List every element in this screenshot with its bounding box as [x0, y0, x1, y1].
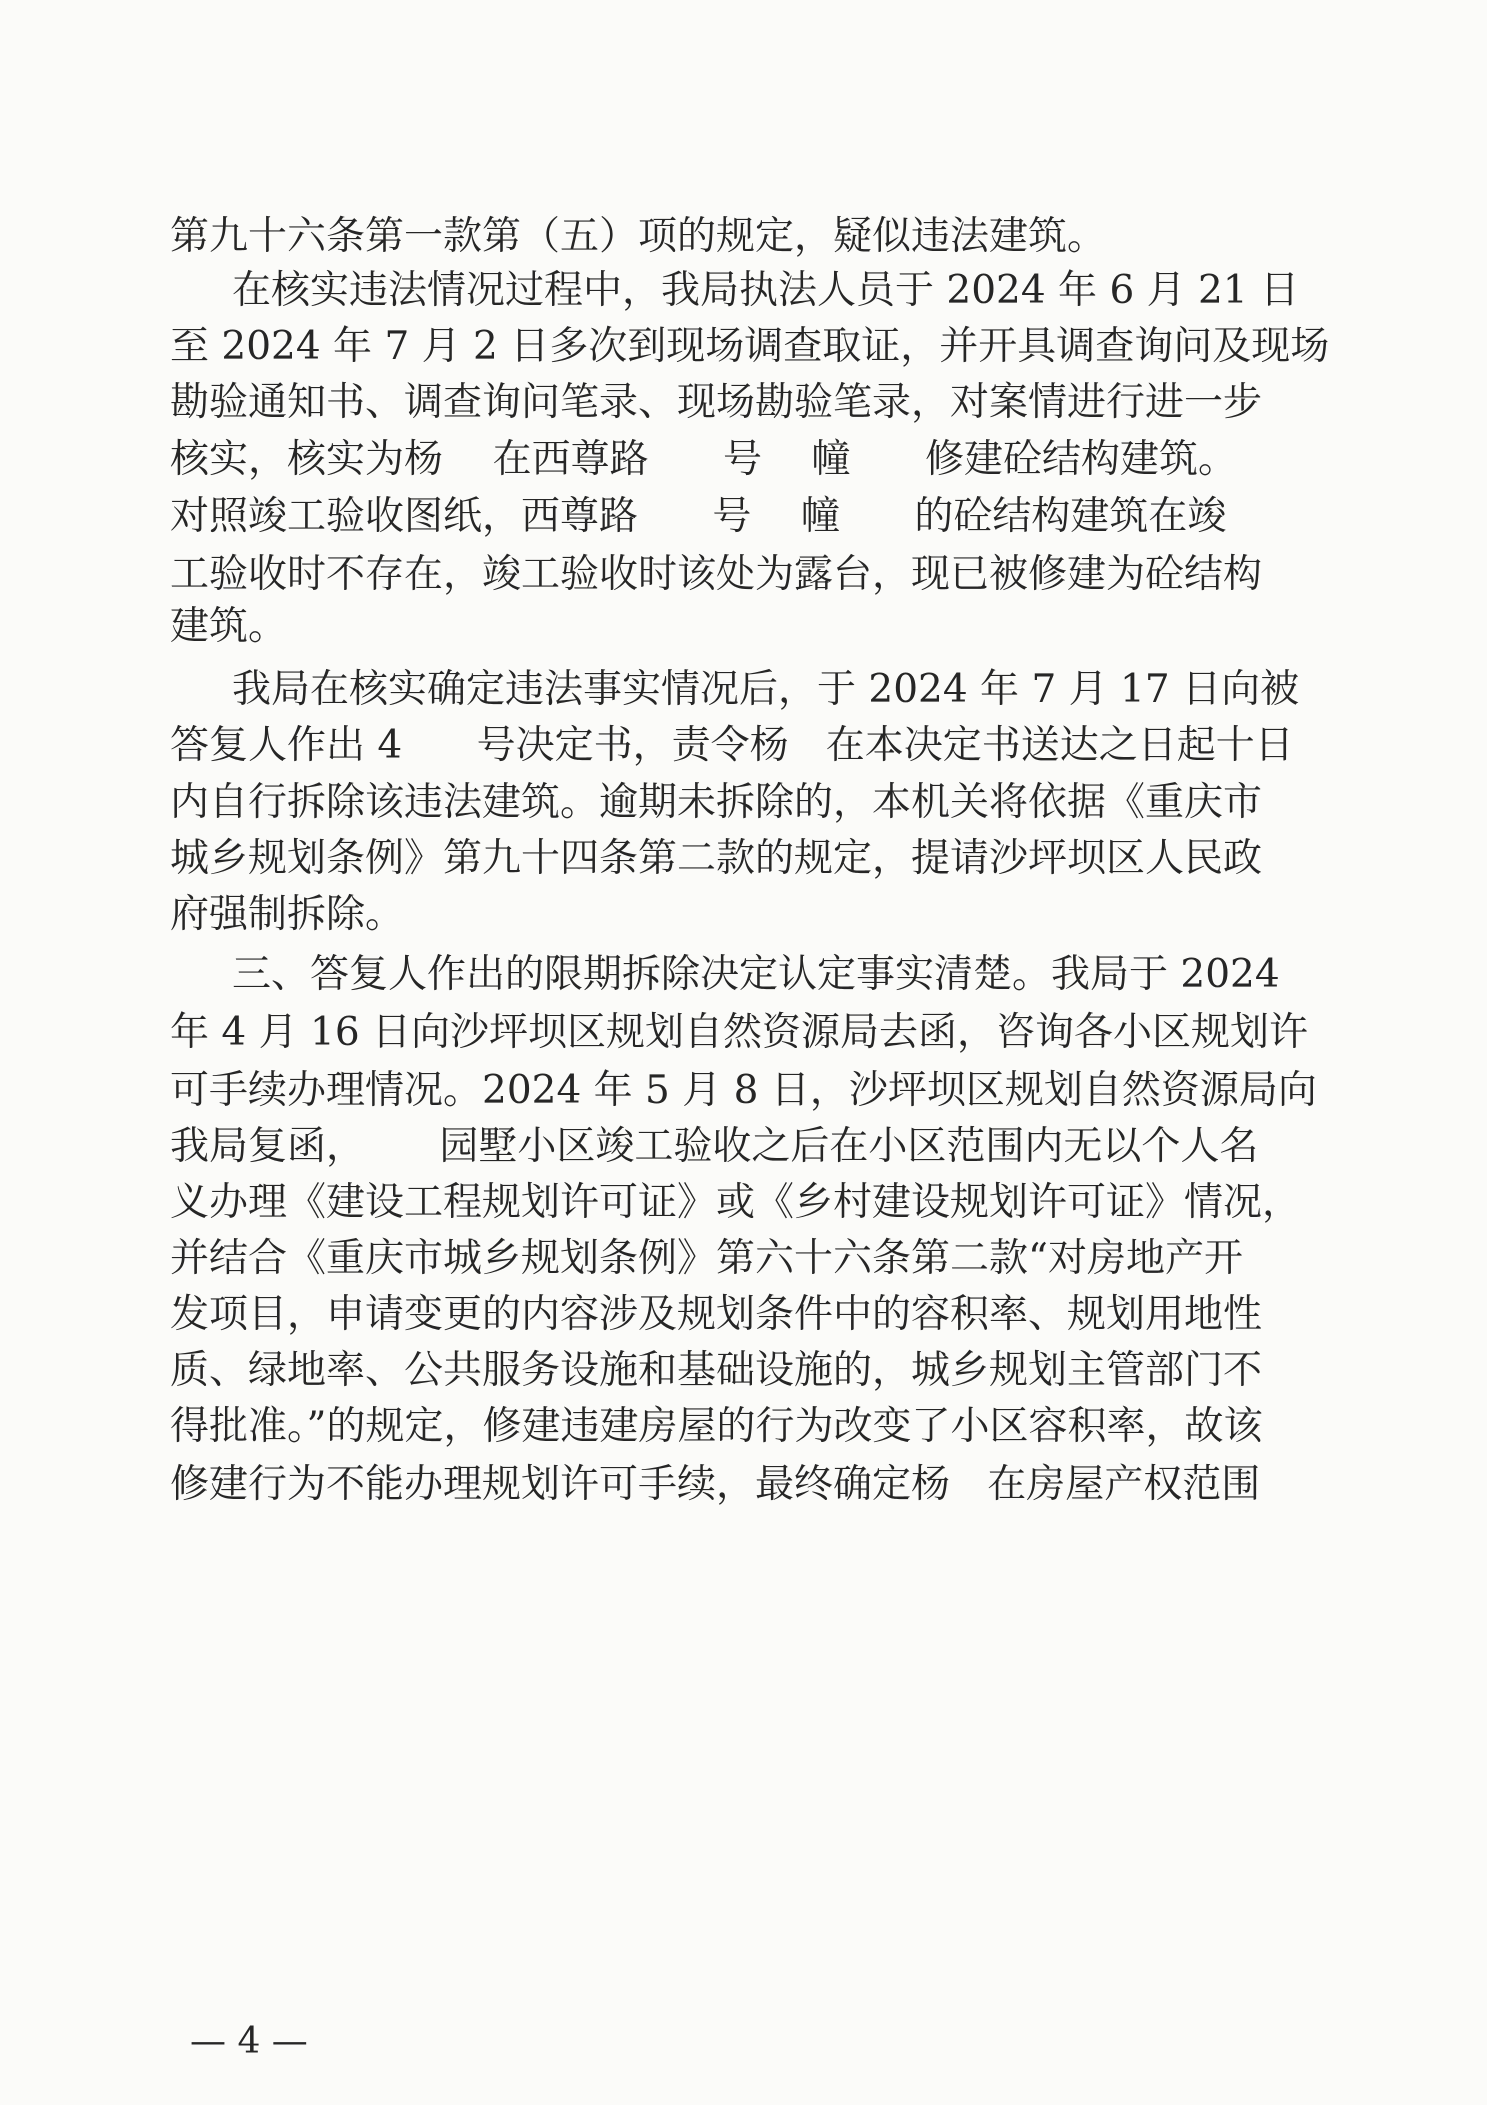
text-line: 内自行拆除该违法建筑。逾期未拆除的，本机关将依据《重庆市 [170, 780, 1263, 825]
text-line: 我局在核实确定违法事实情况后，于 2024 年 7 月 17 日向被 [232, 667, 1300, 712]
text-line: 义办理《建设工程规划许可证》或《乡村建设规划许可证》情况， [170, 1180, 1302, 1225]
text-line: 勘验通知书、调查询问笔录、现场勘验笔录，对案情进行进一步 [170, 380, 1263, 425]
text-line: 在核实违法情况过程中，我局执法人员于 2024 年 6 月 21 日 [232, 268, 1300, 313]
text-line: 修建行为不能办理规划许可手续，最终确定杨 在房屋产权范围 [170, 1462, 1261, 1507]
text-line: 我局复函， 园墅小区竣工验收之后在小区范围内无以个人名 [170, 1124, 1259, 1169]
page-number: — 4 — [190, 2021, 308, 2062]
text-line: 城乡规划条例》第九十四条第二款的规定，提请沙坪坝区人民政 [170, 836, 1263, 881]
text-line: 府强制拆除。 [170, 892, 405, 937]
text-line: 三、答复人作出的限期拆除决定认定事实清楚。我局于 2024 [232, 952, 1280, 997]
text-line: 答复人作出 4 号决定书，责令杨 在本决定书送达之日起十日 [170, 723, 1294, 768]
text-line: 建筑。 [170, 604, 288, 649]
text-line: 至 2024 年 7 月 2 日多次到现场调查取证，并开具调查询问及现场 [170, 324, 1330, 369]
text-line: 发项目，申请变更的内容涉及规划条件中的容积率、规划用地性 [170, 1292, 1263, 1337]
text-line: 质、绿地率、公共服务设施和基础设施的，城乡规划主管部门不 [170, 1348, 1263, 1393]
text-line: 对照竣工验收图纸，西尊路 号 幢 的砼结构建筑在竣 [170, 494, 1227, 539]
text-line: 年 4 月 16 日向沙坪坝区规划自然资源局去函，咨询各小区规划许 [170, 1010, 1309, 1055]
text-line: 第九十六条第一款第（五）项的规定，疑似违法建筑。 [170, 214, 1107, 259]
text-line: 工验收时不存在，竣工验收时该处为露台，现已被修建为砼结构 [170, 552, 1263, 597]
text-line: 可手续办理情况。2024 年 5 月 8 日，沙坪坝区规划自然资源局向 [170, 1068, 1317, 1113]
text-line: 得批准。”的规定，修建违建房屋的行为改变了小区容积率，故该 [170, 1404, 1263, 1449]
text-line: 核实，核实为杨 在西尊路 号 幢 修建砼结构建筑。 [170, 437, 1237, 482]
text-line: 并结合《重庆市城乡规划条例》第六十六条第二款“对房地产开 [170, 1236, 1243, 1281]
